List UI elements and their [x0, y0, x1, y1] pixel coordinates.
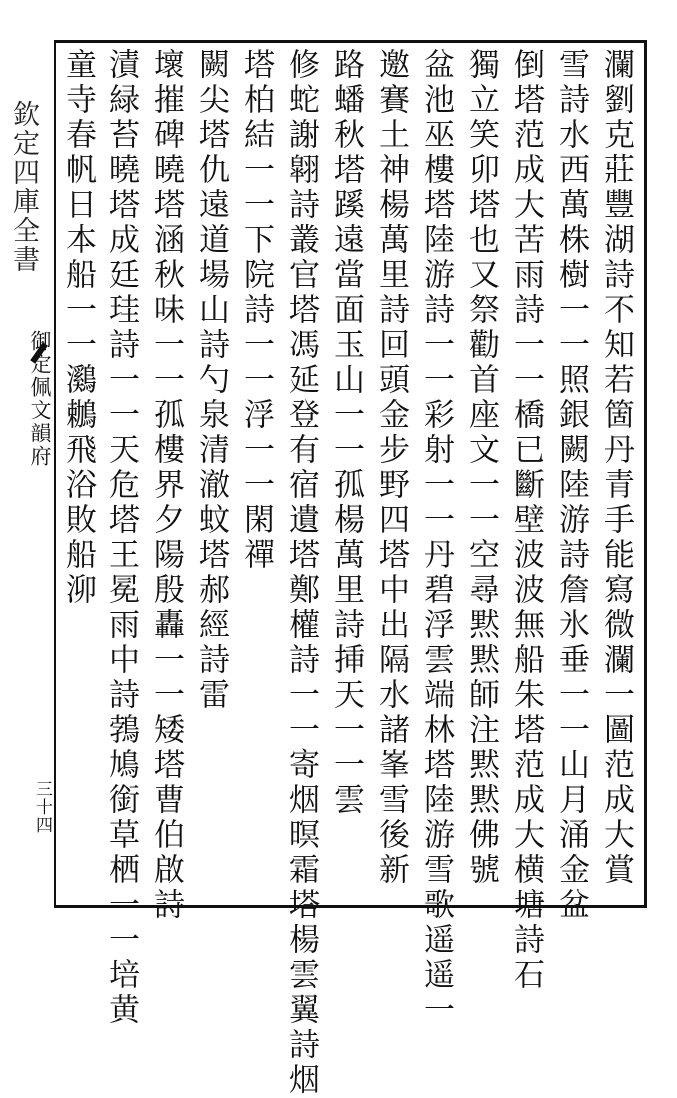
- book-subtitle: 御定佩文韻府: [28, 330, 52, 468]
- text-column-9: 塔柏結一一下院詩一一浮一一閑禪: [238, 48, 274, 573]
- text-column-13: 童寺春帆日本船一一鸂鶒飛浴敗船泖: [60, 48, 96, 608]
- text-column-8: 修蛇謝翶詩叢官塔馮延登有宿遺塔鄭權詩一一寄烟暝霜塔楊雲翼詩烟: [283, 48, 319, 1098]
- text-column-4: 獨立笑卯塔也又祭勸首座文一一空尋黙黙師注黙黙佛號: [463, 48, 499, 888]
- book-title: 欽定四庫全書: [8, 100, 39, 274]
- text-column-3: 倒塔范成大苦雨詩一一橋已斷壁波波無船朱塔范成大横塘詩石: [508, 48, 544, 993]
- text-column-6: 邀賽土神楊萬里詩回頭金步野四塔中出隔水諸峯雪後新: [373, 48, 409, 888]
- text-column-11: 壞摧碑曉塔涵秋味一一孤樓界夕陽殷轟一一矮塔曹伯啟詩: [148, 48, 184, 923]
- text-column-2: 雪詩水西萬株樹一一照銀闕陸游詩詹氷垂一一山月涌金盆: [553, 48, 589, 923]
- text-column-7: 路蟠秋塔蹊遠當面玉山一一孤楊萬里詩挿天一一雲: [328, 48, 364, 818]
- page-number: 三十四: [32, 780, 52, 834]
- text-column-5: 盆池巫樓塔陸游詩一一彩射一一丹碧浮雲端林塔陸游雪歌遥遥一: [418, 48, 454, 1028]
- text-column-12: 漬緑苔曉塔成廷珪詩一一天危塔王冕雨中詩鵓鳩銜草栖一一培黄: [103, 48, 139, 1028]
- text-column-10: 闕尖塔仇遠道場山詩勺泉清澈蚊塔郝經詩雷: [193, 48, 229, 713]
- text-column-1: 瀾劉克莊豐湖詩不知若箇丹青手能寫微瀾一圖范成大賞: [598, 48, 634, 888]
- page-gutter: [0, 40, 56, 906]
